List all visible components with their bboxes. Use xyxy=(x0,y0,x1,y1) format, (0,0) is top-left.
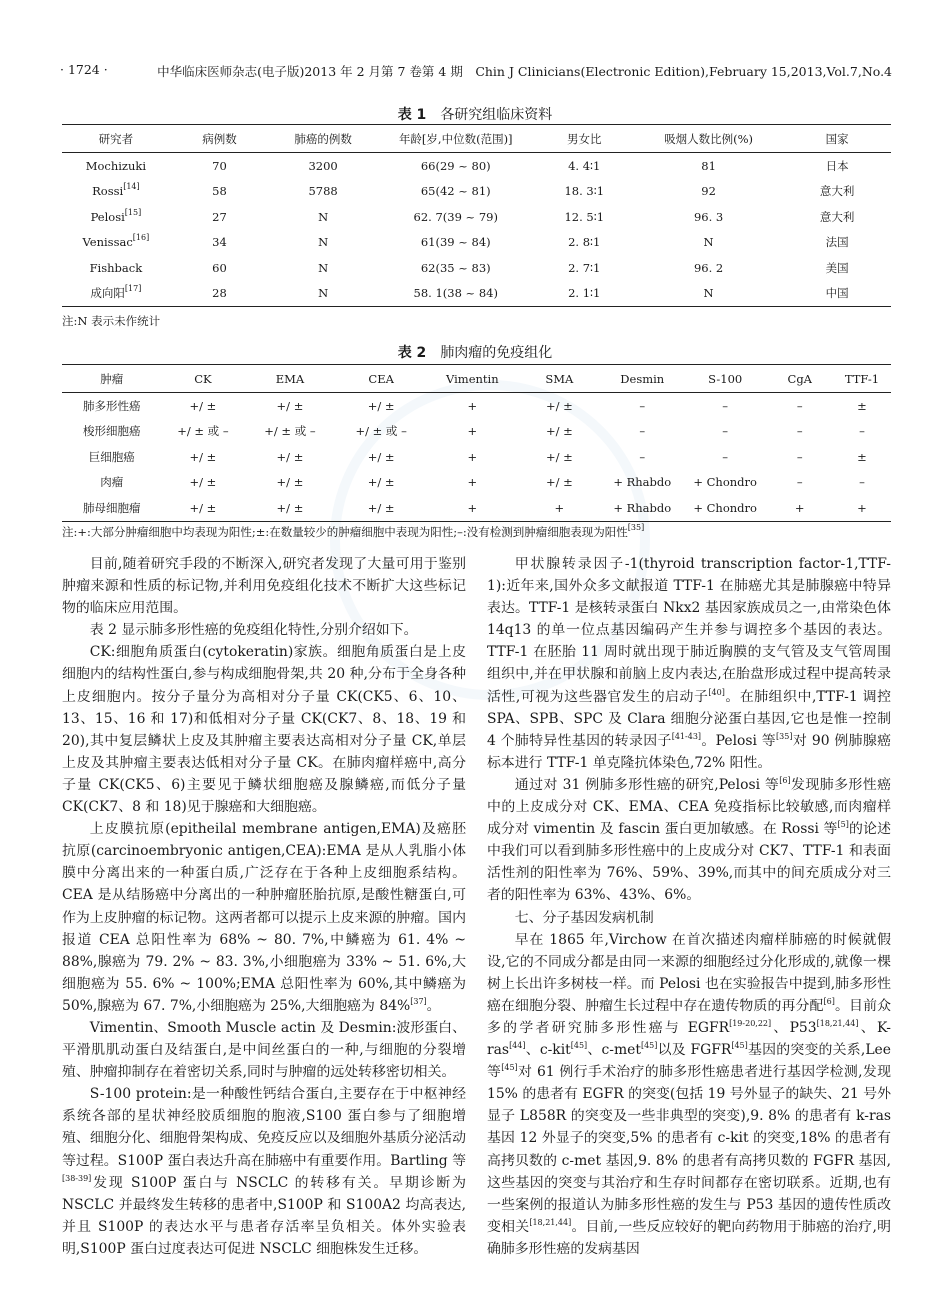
citation-ref: [6] xyxy=(779,775,791,785)
table1-row xyxy=(62,230,891,256)
table2-cell: +/ ± xyxy=(189,449,217,464)
table1-cell: 70 xyxy=(212,158,227,173)
table2-cell: ± xyxy=(857,449,867,464)
right-column xyxy=(487,553,891,1260)
table2-header-cell: Vimentin xyxy=(427,365,518,393)
table2-cell: – xyxy=(722,449,729,464)
table1-header-cell: 病例数 xyxy=(170,125,269,153)
table2-header-cell: Desmin xyxy=(601,365,684,393)
table2-cell: +/ ± xyxy=(545,398,573,413)
paragraph: 目前,随着研究手段的不断深入,研究者发现了大量可用于鉴别肿瘤来源和性质的标记物,并利用免疫组化技术不断扩大这些标记物的临床应用范围。 xyxy=(62,556,466,617)
table1-cell: 92 xyxy=(701,184,716,199)
table2-cell: – xyxy=(639,398,646,413)
table1-cell: 5788 xyxy=(308,184,338,199)
table1-cell: 58. 1(38 ~ 84) xyxy=(377,281,535,307)
table2-row xyxy=(62,495,891,521)
table1-cell: 3200 xyxy=(308,158,338,173)
table1-cell-researcher: Mochizuki xyxy=(85,158,147,173)
table1-cell: N xyxy=(269,281,377,307)
table2-cell: 梭形细胞癌 xyxy=(82,424,141,439)
left-column xyxy=(62,553,466,1260)
table1 xyxy=(62,124,891,307)
paragraph: 上皮膜抗原(epitheilal membrane antigen,EMA)及癌胚抗原(carcinoembryonic antigen,CEA):EMA 是从人乳脂小体膜中分离出来的一种蛋白质,广泛存在于各种上皮细胞系结构。CEA 是从结肠癌中分离出的一种肿瘤胚胎抗原,是酸性糖蛋白,可作为上皮肿瘤的标记物。这两者都可以提示上皮来源的肿瘤。国内报道 CEA 总阳性率为 68% ~ 80. 7%,中鳞癌为 61. 4% ~ 88%,腺癌为 79. 2% ~ 83. 3%,小细胞癌为 33% ~ 51. 6%,大细胞癌为 55. 6% ~ 100%;EMA 总阳性率为 60%,其中鳞癌为 50%,腺癌为 67. 7%,小细胞癌为 25%,大细胞癌为 84%[37]。 xyxy=(62,821,466,1014)
table2-cell: + xyxy=(467,424,478,439)
paragraph: 早在 1865 年,Virchow 在首次描述肉瘤样肺癌的时候就假设,它的不同成分都是由同一来源的细胞经过分化形成的,就像一棵树上长出许多树枝一样。而 Pelosi 也在实验报告中提到,肺多形性癌在细胞分裂、肿瘤生长过程中存在遗传物质的再分配[6]。目前众多的学者研究肺多形性癌与 EGFR[19-20,22]、P53[18,21,44]、K-ras[44]、c-kit[45]、c-met[45]以及 FGFR[45]基因的突变的关系,Lee 等[45]对 61 例行手术治疗的肺多形性癌患者进行基因学检测,发现 15% 的患者有 EGFR 的突变(包括 19 号外显子的缺失、21 号外显子 L858R 的突变及一些非典型的突变),9. 8% 的患者有 k-ras 基因 12 外显子的突变,5% 的患者有 c-kit 的突变,18% 的患者有高拷贝数的 c-met 基因,9. 8% 的患者有高拷贝数的 FGFR 基因,这些基因的突变与其治疗和生存时间都存在密切联系。近期,也有一些案例的报道认为肺多形性癌的发生与 P53 基因的遗传性质改变相关[18,21,44]。目前,一些反应较好的靶向药物用于肺癌的治疗,明确肺多形性癌的发病基因 xyxy=(487,931,891,1257)
table1-header-cell: 吸烟人数比例(%) xyxy=(634,125,783,153)
page-number: · 1724 · xyxy=(60,62,108,77)
table1-cell: N xyxy=(318,235,329,250)
table1-cell-researcher: Venissac[16] xyxy=(82,233,150,250)
table2-header-cell: EMA xyxy=(244,365,335,393)
table2-cell: +/ ± xyxy=(336,495,427,521)
table2-note: 注:+:大部分肿瘤细胞中均表现为阳性;±:在数量较少的肿瘤细胞中表现为阳性;–:没有检测到肿瘤细胞表现为阳性[35] xyxy=(62,523,645,539)
citation-ref: [15] xyxy=(124,207,142,217)
paragraph: 甲状腺转录因子-1(thyroid transcription factor-1,TTF-1):近年来,国外众多文献报道 TTF-1 在肺癌尤其是肺腺癌中特异表达。TTF-1 是核转录蛋白 Nkx2 基因家族成员之一,由常染色体 14q13 的单一位点基因编码产生并参与调控多个基因的表达。TTF-1 在胚胎 11 周时就出现于肺近胸膜的支气管及支气管周围组织中,并在甲状腺和前脑上皮内表达,在胎盘形成过程中提高转录活性,可视为这些器官发生的启动子[40]。在肺组织中,TTF-1 调控 SPA、SPB、SPC 及 Clara 细胞分泌蛋白基因,它也是惟一控制 4 个肺特异性基因的转录因子[41-43]。Pelosi 等[35]对 90 例肺腺癌标本进行 TTF-1 单克隆抗体染色,72% 阳性。 xyxy=(487,556,891,771)
table2-header-cell: TTF-1 xyxy=(833,365,891,393)
table1-cell-researcher: Pelosi[15] xyxy=(90,207,142,224)
table2 xyxy=(62,364,891,522)
table1-header-cell: 年龄[岁,中位数(范围)] xyxy=(377,125,535,153)
citation-ref: [18,21,44] xyxy=(529,1217,572,1227)
table1-cell: 96. 2 xyxy=(693,260,724,275)
table2-caption xyxy=(0,342,950,362)
table1-cell: 意大利 xyxy=(819,209,855,224)
citation-ref: [35] xyxy=(776,731,793,741)
citation-ref: [16] xyxy=(132,233,150,243)
table2-cell: ± xyxy=(857,398,867,413)
table2-row xyxy=(62,393,891,419)
table2-row xyxy=(62,419,891,445)
paragraph: 表 2 显示肺多形性癌的免疫组化特性,分别介绍如下。 xyxy=(89,622,418,639)
table1-cell-researcher: Fishback xyxy=(89,260,143,275)
table1-header-cell: 研究者 xyxy=(62,125,170,153)
table2-cell: +/ ± xyxy=(367,449,395,464)
citation-ref: [38-39] xyxy=(62,1173,92,1183)
journal-citation: 中华临床医师杂志(电子版)2013 年 2 月第 7 卷第 4 期 Chin J Clinicians(Electronic Edition),February 15,2013,Vol.7,No.4 xyxy=(157,64,892,79)
table2-cell: + xyxy=(467,449,478,464)
table2-cell: + xyxy=(467,475,478,490)
table1-cell: N xyxy=(318,209,329,224)
table1-cell: 中国 xyxy=(783,281,891,307)
table2-cell: +/ ± xyxy=(276,449,304,464)
table1-cell: 美国 xyxy=(825,260,849,275)
table1-row xyxy=(62,255,891,281)
table2-cell: +/ ± xyxy=(545,475,573,490)
table1-note: 注:N 表示未作统计 xyxy=(62,314,161,328)
table1-cell: 28 xyxy=(170,281,269,307)
table2-cell: +/ ± 或 – xyxy=(177,424,229,439)
table2-cell: – xyxy=(859,424,865,439)
table2-cell: – xyxy=(859,475,865,490)
table1-row xyxy=(62,179,891,205)
citation-ref: [19-20,22] xyxy=(729,1018,772,1028)
table2-cell: +/ ± 或 – xyxy=(355,424,407,439)
table1-cell: 2. 1∶1 xyxy=(535,281,634,307)
table1-cell: 18. 3∶1 xyxy=(564,184,605,199)
table1-cell: 58 xyxy=(212,184,227,199)
table2-cell: +/ ± xyxy=(276,475,304,490)
table2-cell: +/ ± xyxy=(367,398,395,413)
table1-cell: N xyxy=(634,281,783,307)
citation-ref: [6] xyxy=(823,996,835,1006)
table2-cell: – xyxy=(639,424,646,439)
table1-cell: 2. 8∶1 xyxy=(568,235,601,250)
citation-ref: [45] xyxy=(640,1041,658,1051)
table2-cell: +/ ± xyxy=(244,495,335,521)
citation-ref: [14] xyxy=(123,182,140,192)
table2-cell: + Chondro xyxy=(684,495,767,521)
citation-ref: [17] xyxy=(124,284,142,294)
table2-cell: – xyxy=(639,449,646,464)
table2-cell: + Rhabdo xyxy=(601,495,684,521)
table2-cell: – xyxy=(796,449,803,464)
paragraph: S-100 protein:是一种酸性钙结合蛋白,主要存在于中枢神经系统各部的星状神经胶质细胞的胞液,S100 蛋白参与了细胞增殖、细胞分化、细胞骨架构成、免疫反应以及细胞外基质分泌活动等过程。S100P 蛋白表达升高在肺癌中有重要作用。Bartling 等[38-39]发现 S100P 蛋白与 NSCLC 的转移有关。早期诊断为 NSCLC 并最终发生转移的患者中,S100P 和 S100A2 均高表达,并且 S100P 的表达水平与患者存活率呈负相关。体外实验表明,S100P 蛋白过度表达可促进 NSCLC 细胞株发生迁移。 xyxy=(62,1086,466,1257)
table1-cell: 65(42 ~ 81) xyxy=(420,184,491,199)
table2-cell: 肉瘤 xyxy=(100,475,124,490)
table2-cell: +/ ± xyxy=(161,495,244,521)
table2-cell: – xyxy=(796,424,803,439)
table1-header-cell: 国家 xyxy=(783,125,891,153)
table2-cell: + xyxy=(767,495,833,521)
table1-cell: 60 xyxy=(212,260,227,275)
table2-cell: – xyxy=(722,398,729,413)
table2-cell: 肺母细胞瘤 xyxy=(62,495,161,521)
citation-ref: [44] xyxy=(509,1041,526,1051)
table2-header-cell: CgA xyxy=(767,365,833,393)
table1-label: 表 1 xyxy=(397,107,427,123)
table2-header-cell: S-100 xyxy=(684,365,767,393)
table2-cell: +/ ± xyxy=(545,424,573,439)
table1-row xyxy=(62,281,891,307)
table2-cell: +/ ± 或 – xyxy=(264,424,316,439)
citation-ref: [45] xyxy=(731,1041,748,1051)
table2-cell: + xyxy=(833,495,891,521)
table1-cell: 12. 5∶1 xyxy=(564,209,605,224)
table2-cell: – xyxy=(796,475,803,490)
table1-cell: 法国 xyxy=(825,235,849,250)
table1-cell: 96. 3 xyxy=(693,209,724,224)
table1-cell-researcher: Rossi[14] xyxy=(92,182,140,199)
table1-cell: 34 xyxy=(212,235,227,250)
table2-cell: + xyxy=(427,495,518,521)
citation-ref: [45] xyxy=(570,1041,588,1051)
table2-cell: – xyxy=(722,424,729,439)
running-header xyxy=(60,62,892,84)
paragraph: 七、分子基因发病机制 xyxy=(514,909,654,926)
table2-cell: +/ ± xyxy=(189,475,217,490)
table1-cell: 27 xyxy=(212,209,227,224)
citation-ref: [41-43] xyxy=(671,731,702,741)
table1-row xyxy=(62,204,891,230)
citation-ref: [18,21,44] xyxy=(816,1018,859,1028)
table2-cell: + Chondro xyxy=(693,475,757,490)
table2-row xyxy=(62,444,891,470)
citation-ref: [45] xyxy=(501,1063,518,1073)
table1-cell-researcher: 成向阳[17] xyxy=(62,281,170,307)
table2-row xyxy=(62,470,891,496)
table1-title: 各研究组临床资料 xyxy=(440,107,553,123)
citation-ref: [40] xyxy=(708,687,725,697)
table1-cell: N xyxy=(318,260,329,275)
table2-header-cell: CK xyxy=(161,365,244,393)
table2-cell: 巨细胞癌 xyxy=(88,449,135,464)
table2-cell: +/ ± xyxy=(189,398,217,413)
table1-cell: 66(29 ~ 80) xyxy=(420,158,491,173)
table2-cell: – xyxy=(796,398,803,413)
table2-title: 肺肉瘤的免疫组化 xyxy=(440,345,553,361)
table1-cell: 61(39 ~ 84) xyxy=(420,235,491,250)
table2-header-cell: CEA xyxy=(336,365,427,393)
table1-cell: 62(35 ~ 83) xyxy=(420,260,491,275)
table2-cell: + Rhabdo xyxy=(613,475,672,490)
table1-cell: 81 xyxy=(701,158,716,173)
table2-cell: +/ ± xyxy=(545,449,573,464)
table2-cell: +/ ± xyxy=(367,475,395,490)
table2-cell: + xyxy=(467,398,478,413)
paragraph: Vimentin、Smooth Muscle actin 及 Desmin:波形蛋白、平滑肌肌动蛋白及结蛋白,是中间丝蛋白的一种,与细胞的分裂增殖、肿瘤抑制存在着密切关系,同时与肿瘤的远处转移密切相关。 xyxy=(62,1019,466,1081)
table1-cell: 4. 4∶1 xyxy=(568,158,601,173)
table1-row xyxy=(62,153,891,179)
table1-cell: 意大利 xyxy=(819,184,855,199)
paragraph: 通过对 31 例肺多形性癌的研究,Pelosi 等[6]发现肺多形性癌中的上皮成分对 CK、EMA、CEA 免疫指标比较敏感,而肉瘤样成分对 vimentin 及 fascin 蛋白更加敏感。在 Rossi 等[5]的论述中我们可以看到肺多形性癌中的上皮成分对 CK7、TTF-1 和表面活性剂的阳性率为 76%、59%、39%,而其中的间充质成分对三者的阳性率为 63%、43%、6%。 xyxy=(487,775,891,904)
table1-caption xyxy=(0,104,950,124)
table2-header-cell: SMA xyxy=(518,365,601,393)
table2-cell: + xyxy=(518,495,601,521)
table2-label: 表 2 xyxy=(397,345,427,361)
table1-cell: 62. 7(39 ~ 79) xyxy=(413,209,498,224)
table2-cell: 肺多形性癌 xyxy=(82,398,141,413)
table1-header-cell: 肺癌的例数 xyxy=(269,125,377,153)
table1-header-cell: 男女比 xyxy=(535,125,634,153)
paragraph: CK:细胞角质蛋白(cytokeratin)家族。细胞角质蛋白是上皮细胞内的结构性蛋白,参与构成细胞骨架,共 20 种,分布于全身各种上皮细胞内。按分子量分为高相对分子量 CK(CK5、6、10、13、15、16 和 17)和低相对分子量 CK(CK7、8、18、19 和 20),其中复层鳞状上皮及其肿瘤主要表达高相对分子量 CK,单层上皮及其肿瘤主要表达低相对分子量 CK。在肺肉瘤样癌中,高分子量 CK(CK5、6)主要见于鳞状细胞癌及腺鳞癌,而低分子量 CK(CK7、8 和 18)见于腺癌和大细胞癌。 xyxy=(62,644,466,816)
citation-ref: [5] xyxy=(837,820,849,830)
table1-cell: N xyxy=(703,235,714,250)
table1-cell: 2. 7∶1 xyxy=(568,260,601,275)
table2-header-cell: 肿瘤 xyxy=(62,365,161,393)
table1-cell: 日本 xyxy=(825,158,849,173)
citation-ref: [37] xyxy=(410,996,427,1006)
table2-cell: +/ ± xyxy=(276,398,304,413)
